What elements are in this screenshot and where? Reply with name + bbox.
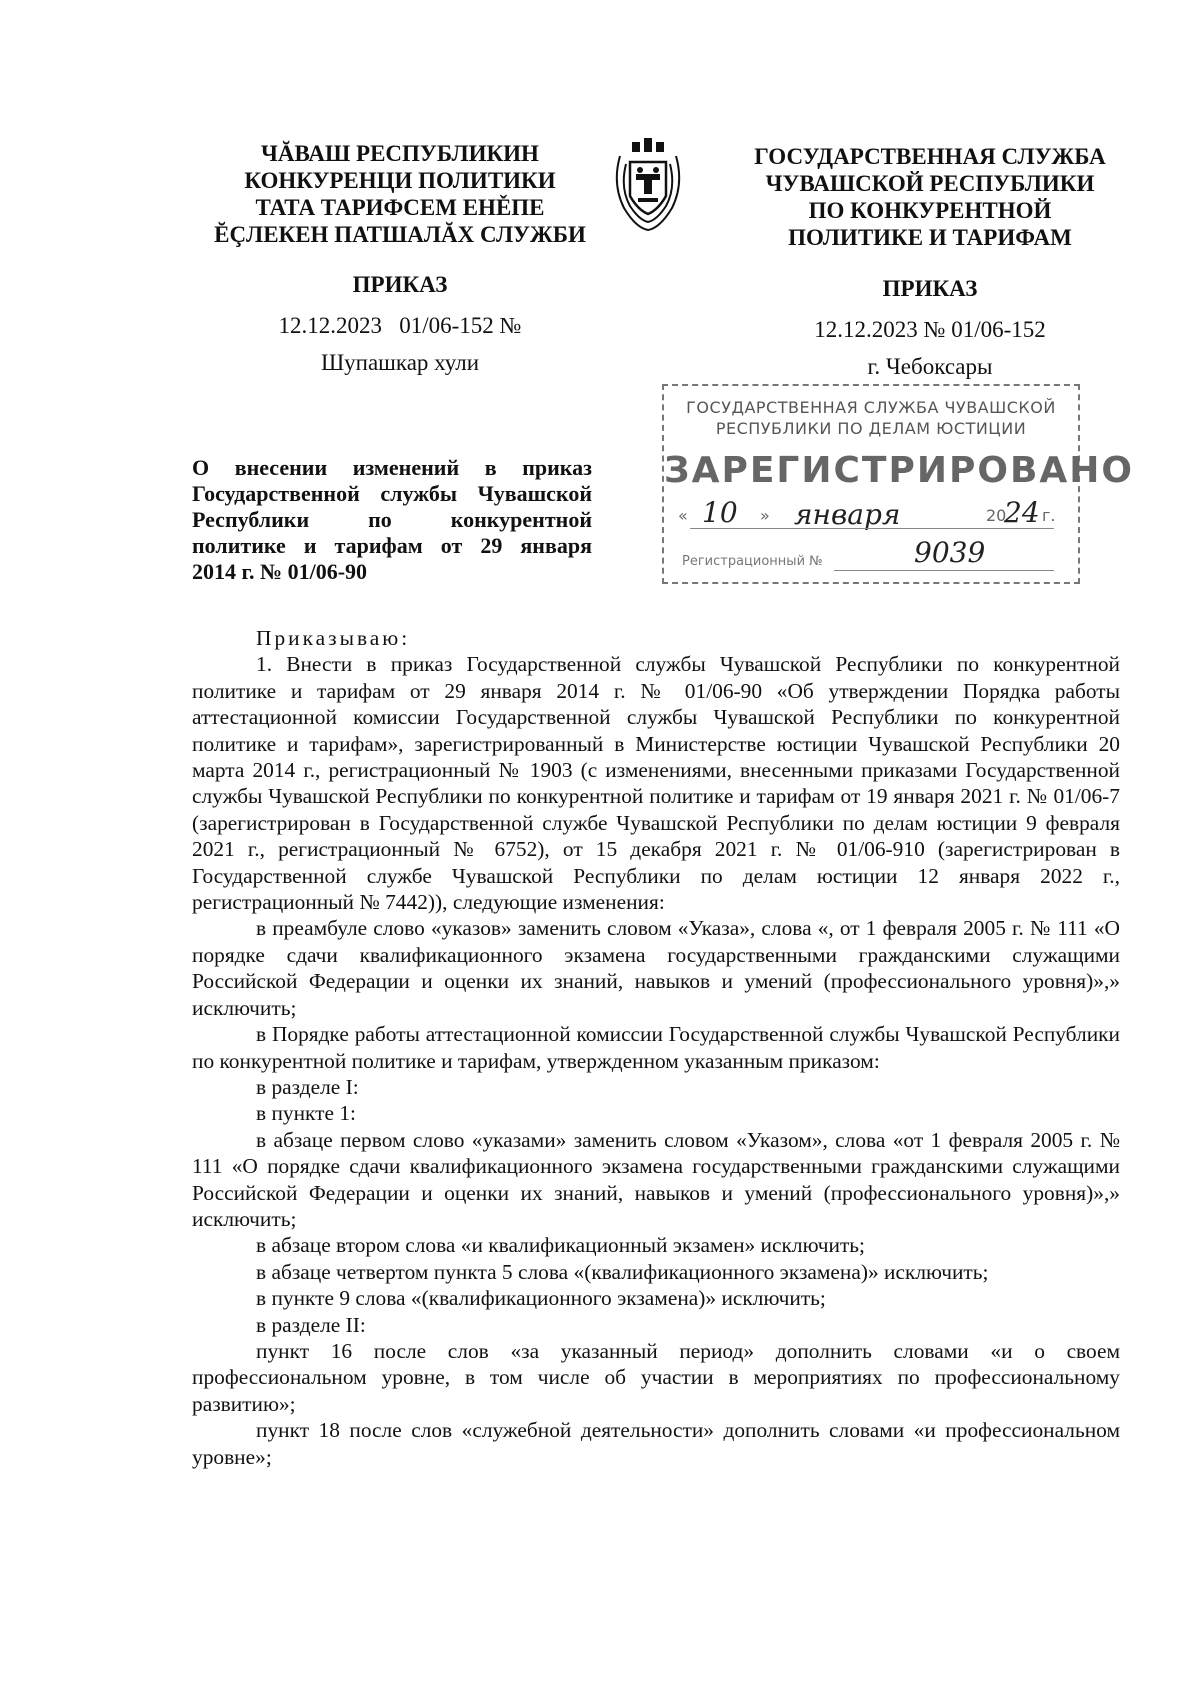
order-title-left: ПРИКАЗ bbox=[352, 272, 448, 297]
stamp-reg-label: Регистрационный № bbox=[682, 554, 823, 569]
body-paragraph: пункт 18 после слов «служебной деятельности» дополнить словами «и профессиональном уровне»; bbox=[192, 1418, 1120, 1469]
stamp-date-close: » bbox=[760, 506, 770, 525]
stamp-month: января bbox=[794, 498, 901, 531]
order-title-right: ПРИКАЗ bbox=[882, 276, 978, 301]
body-paragraph: пункт 16 после слов «за указанный период» дополнить словами «и о своем профессиональном уровне, в том числе об участии в мероприятиях по профессиональному развитию»; bbox=[192, 1338, 1120, 1416]
order-date-number-right: 12.12.2023 № 01/06-152 bbox=[814, 317, 1046, 342]
body-opening: Приказываю: bbox=[256, 626, 411, 650]
subject-line: Государственной службы Чувашской bbox=[192, 481, 592, 506]
body-paragraph: в абзаце втором слова «и квалификационный экзамен» исключить; bbox=[256, 1233, 865, 1258]
stamp-day: 10 bbox=[702, 496, 738, 529]
order-subject bbox=[192, 455, 592, 585]
order-city-right: г. Чебоксары bbox=[867, 354, 993, 379]
stamp-year: 24 bbox=[1004, 496, 1040, 529]
header-right-line: ЧУВАШСКОЙ РЕСПУБЛИКИ bbox=[765, 171, 1095, 196]
header-left-line: КОНКУРЕНЦИ ПОЛИТИКИ bbox=[244, 168, 556, 193]
subject-line: Республики по конкурентной bbox=[192, 507, 592, 532]
subject-line: политике и тарифам от 29 января bbox=[192, 533, 592, 558]
body-paragraph: в преамбуле слово «указов» заменить словом «Указа», слова «, от 1 февраля 2005 г. № 111 «О порядке сдачи квалификационного экзамена государственными гражданскими служащими Российской Федерации и оценки их знаний, навыков и умений (профессионального уровня)»,» исключить; bbox=[192, 916, 1120, 1020]
subject-line: 2014 г. № 01/06-90 bbox=[192, 559, 368, 584]
order-city-left: Шупашкар хули bbox=[320, 350, 480, 375]
body-paragraph: 1. Внести в приказ Государственной службы Чувашской Республики по конкурентной политике и тарифам от 29 января 2014 г. № 01/06-90 «Об утверждении Порядка работы аттестационной комиссии Государственной службы Чувашской Республики по конкурентной политике и тарифам», зарегистрированный в Министерстве юстиции Чувашской Республики 20 марта 2014 г., регистрационный № 1903 (с изменениями, внесенными приказами Государственной службы Чувашской Республики по конкурентной политике и тарифам от 19 января 2021 г. № 01/06-7 (зарегистрирован в Государственной службе Чувашской Республики по делам юстиции 9 февраля 2021 г., регистрационный № 6752), от 15 декабря 2021 г. № 01/06-910 (зарегистрирован в Государственной службе Чувашской Республики по делам юстиции 12 января 2022 г., регистрационный № 7442)), следующие изменения: bbox=[192, 652, 1120, 915]
header-right-line: ГОСУДАРСТВЕННАЯ СЛУЖБА bbox=[754, 144, 1106, 169]
body-paragraph: в абзаце первом слово «указами» заменить словом «Указом», слова «от 1 февраля 2005 г. № 111 «О порядке сдачи квалификационного экзамена государственными гражданскими служащими Российской Федерации и оценки их знаний, навыков и умений (профессионального уровня)»,» исключить; bbox=[192, 1127, 1120, 1231]
header-left-chuvash bbox=[200, 140, 600, 248]
header-right-line: ПО КОНКУРЕНТНОЙ bbox=[808, 198, 1052, 223]
stamp-date-open: « bbox=[678, 506, 688, 525]
header-right-russian bbox=[735, 143, 1125, 251]
header-left-line: ТАТА ТАРИФСЕМ ЕНĚПЕ bbox=[255, 195, 545, 220]
order-date-number-left: 12.12.2023 01/06-152 № bbox=[278, 313, 522, 338]
stamp-year-prefix: 20 bbox=[986, 506, 1007, 525]
body-paragraph: в пункте 1: bbox=[256, 1101, 356, 1126]
stamp-reg-underline bbox=[834, 570, 1054, 571]
subject-line: О внесении изменений в приказ bbox=[192, 455, 592, 480]
stamp-year-suffix: г. bbox=[1042, 506, 1056, 525]
header-left-line: ЧĂВАШ РЕСПУБЛИКИН bbox=[261, 141, 539, 166]
chuvash-emblem-icon bbox=[606, 134, 690, 234]
header-left-line: ĔÇЛЕКЕН ПАТШАЛĂХ СЛУЖБИ bbox=[214, 222, 586, 247]
order-body bbox=[192, 625, 1120, 1470]
body-paragraph: в разделе I: bbox=[256, 1074, 359, 1099]
stamp-date-underline bbox=[690, 528, 1054, 529]
stamp-title: ЗАРЕГИСТРИРОВАНО bbox=[664, 450, 1134, 491]
stamp-line-2: РЕСПУБЛИКИ ПО ДЕЛАМ ЮСТИЦИИ bbox=[715, 419, 1027, 438]
body-paragraph: в Порядке работы аттестационной комиссии Государственной службы Чувашской Республики по конкурентной политике и тарифам, утвержденном указанным приказом: bbox=[192, 1022, 1120, 1073]
header-right-line: ПОЛИТИКЕ И ТАРИФАМ bbox=[788, 225, 1072, 250]
body-paragraph: в абзаце четвертом пункта 5 слова «(квалификационного экзамена)» исключить; bbox=[256, 1259, 989, 1284]
stamp-line-1: ГОСУДАРСТВЕННАЯ СЛУЖБА ЧУВАШСКОЙ bbox=[686, 398, 1056, 417]
registration-stamp bbox=[662, 384, 1134, 584]
body-paragraph: в пункте 9 слова «(квалификационного экзамена)» исключить; bbox=[256, 1286, 826, 1311]
body-paragraph: в разделе II: bbox=[256, 1312, 366, 1337]
stamp-reg-number: 9039 bbox=[914, 536, 986, 569]
